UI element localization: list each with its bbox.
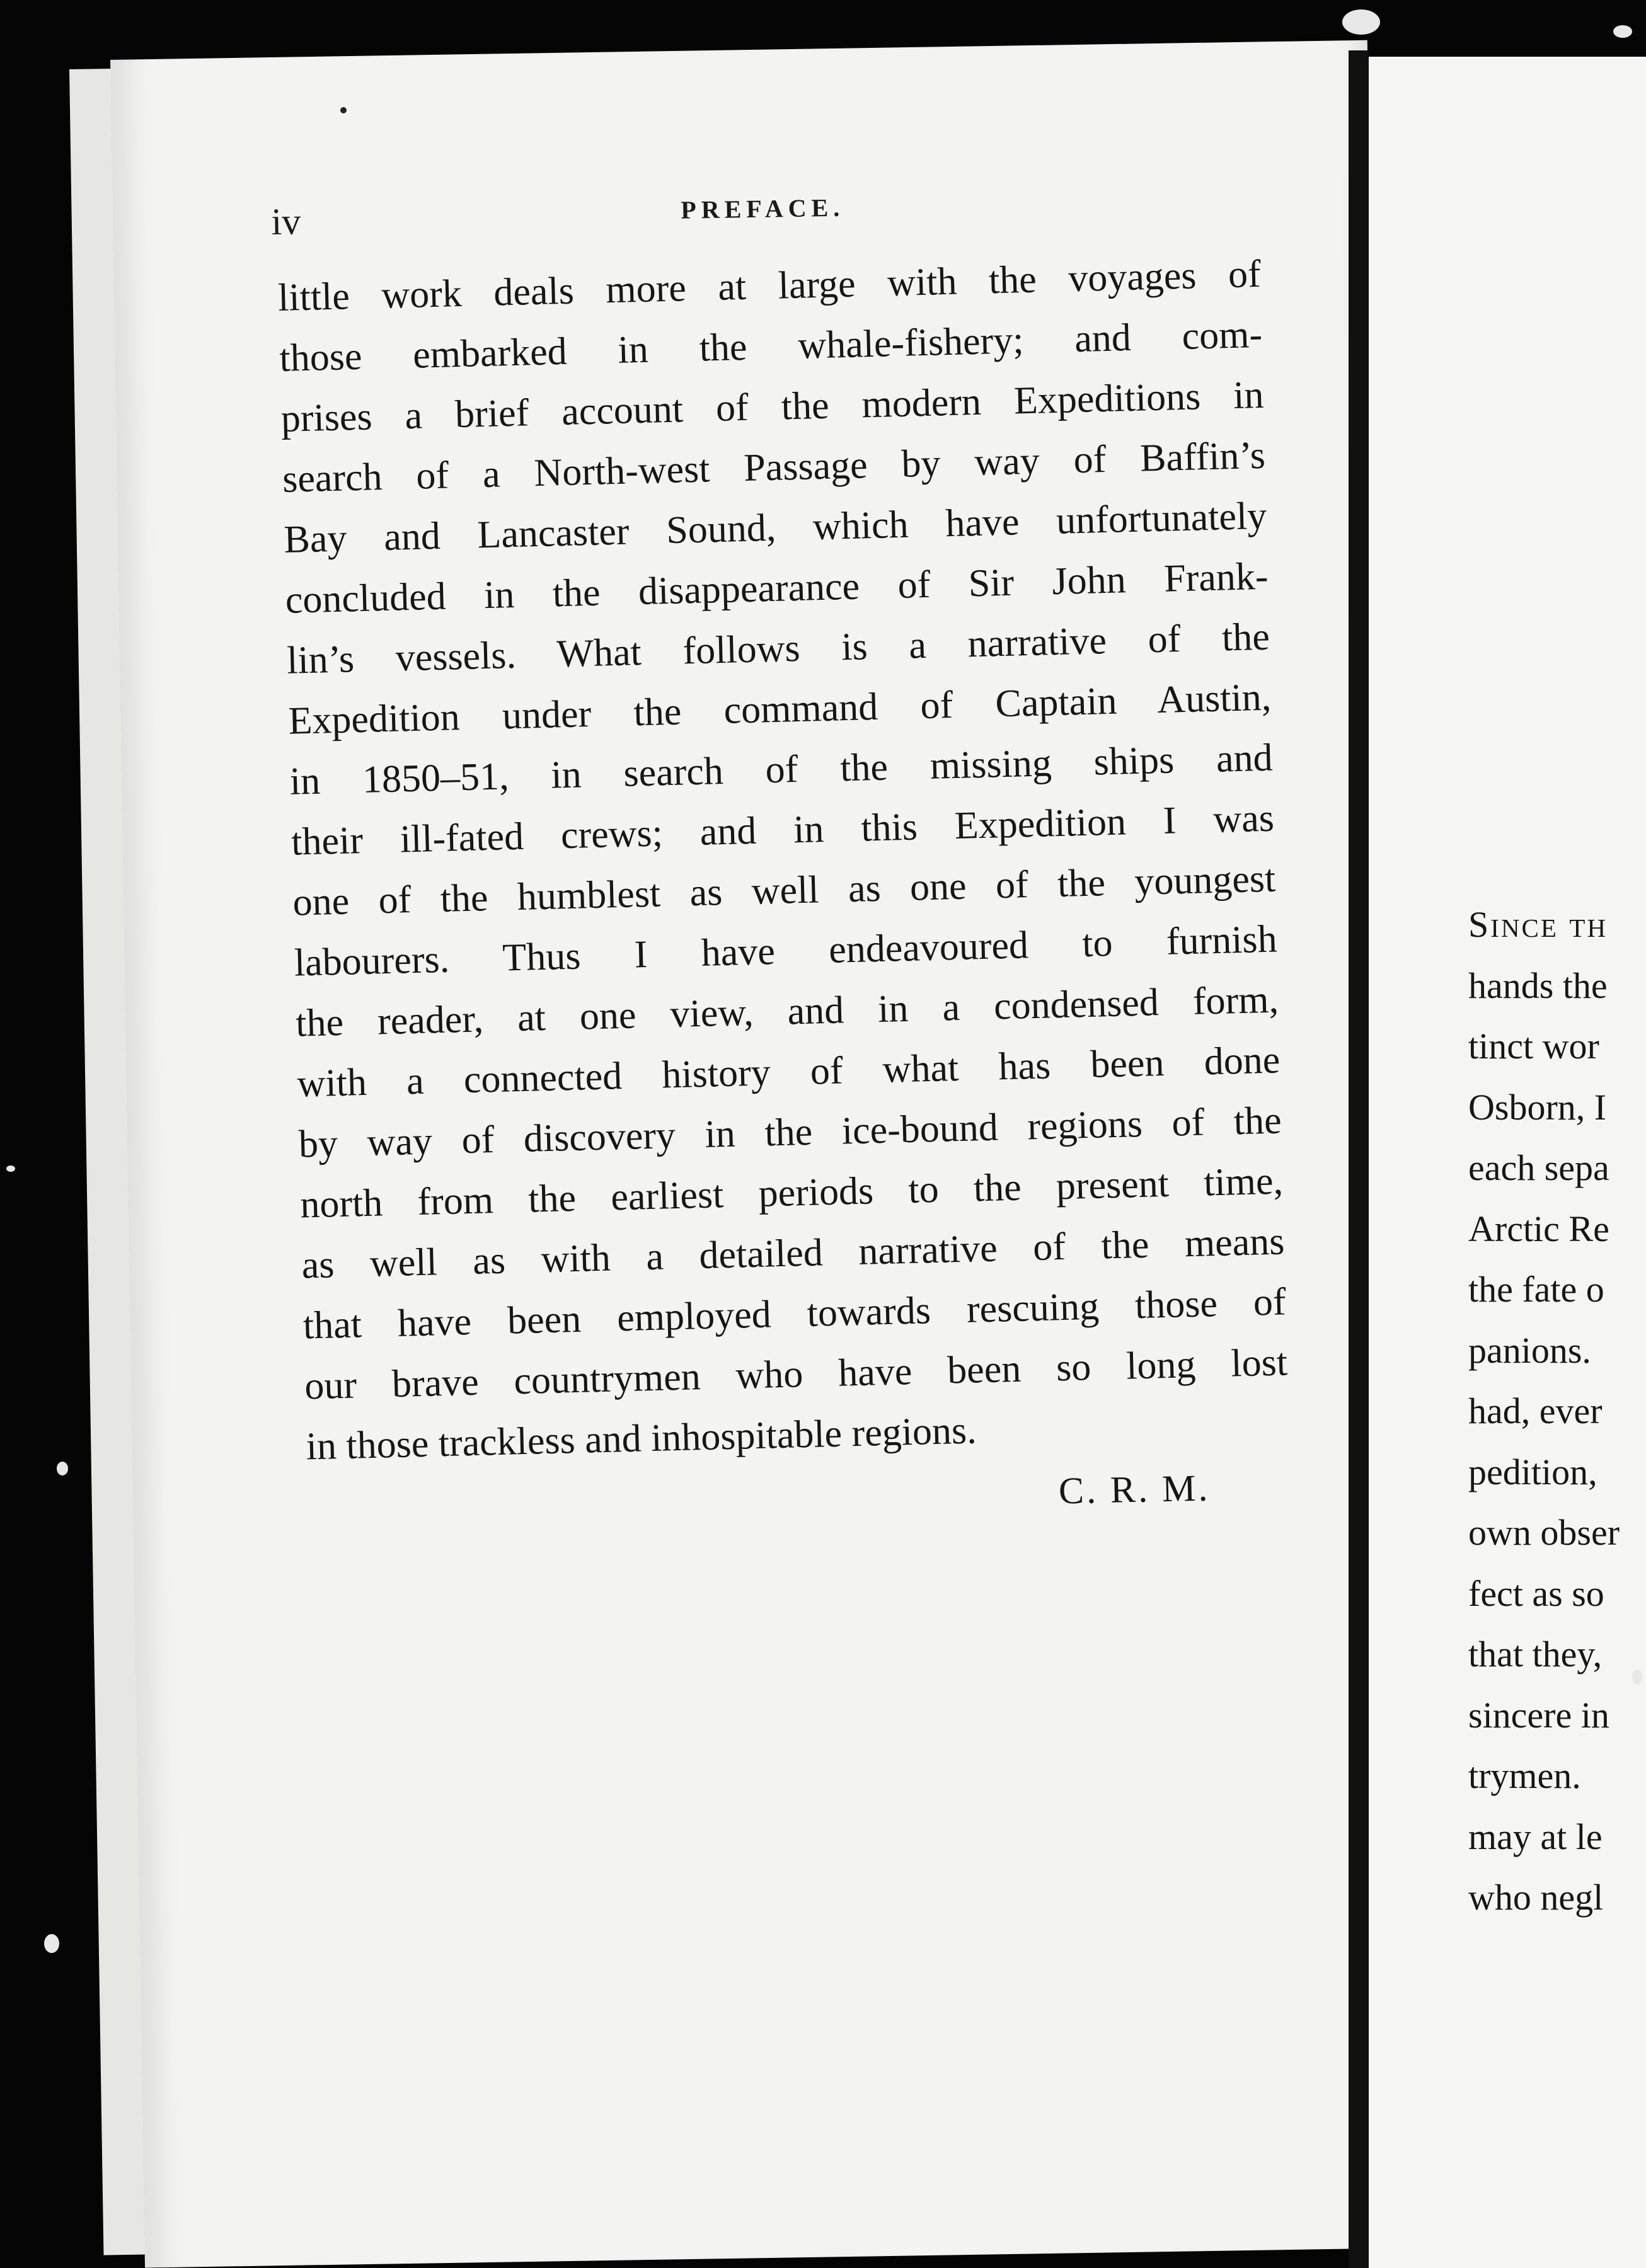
dust-speck [6, 1166, 15, 1172]
preface-body [277, 244, 1289, 1477]
text-line: that have been employed towards rescuing those of [302, 1280, 1287, 1348]
text-line: by way of discovery in the ice-bound regions of the [298, 1099, 1282, 1166]
text-line: lin’s vessels. What follows is a narrative of the [286, 615, 1270, 682]
dust-speck [1613, 25, 1632, 38]
right-text-line: sincere in [1468, 1694, 1609, 1736]
right-text-line: had, ever [1468, 1390, 1603, 1431]
right-text-line: who negl [1468, 1877, 1604, 1918]
text-line: their ill-fated crews; and in this Expedition I was [291, 796, 1275, 864]
text-line: those embarked in the whale-fishery; and com- [279, 312, 1263, 380]
text-line: little work deals more at large with the voyages of [277, 252, 1262, 319]
author-initials: C. R. M. [1058, 1467, 1211, 1512]
right-text-line: each sepa [1468, 1147, 1609, 1188]
right-text-line: hands the [1468, 965, 1608, 1006]
text-line: in 1850–51, in search of the missing ships and [289, 736, 1274, 803]
text-line-last: in those trackless and inhospitable regions. [305, 1409, 977, 1469]
text-line: north from the earliest periods to the present time, [299, 1159, 1284, 1227]
right-text-line: tinct wor [1468, 1026, 1599, 1067]
dust-speck [1632, 1670, 1642, 1685]
dust-speck [44, 1934, 59, 1953]
text-line: our brave countrymen who have been so long lost [304, 1341, 1288, 1408]
text-line: with a connected history of what has been done [296, 1038, 1281, 1106]
dust-speck [340, 107, 347, 113]
right-text-line: Arctic Re [1468, 1208, 1609, 1249]
right-page-text [1468, 895, 1646, 1928]
text-line: Expedition under the command of Captain Austin, [287, 675, 1272, 743]
text-line: prises a brief account of the modern Expeditions in [280, 373, 1265, 440]
right-text-line: Since th [1468, 904, 1608, 945]
right-text-line: panions. [1468, 1329, 1591, 1371]
running-head-title: PREFACE. [680, 193, 845, 224]
right-text-line: that they, [1468, 1634, 1603, 1675]
dust-speck [1342, 9, 1380, 35]
right-text-line: own obser [1468, 1512, 1620, 1553]
text-line: labourers. Thus I have endeavoured to furnish [294, 917, 1278, 985]
text-line: the reader, at one view, and in a condensed form, [295, 978, 1279, 1045]
text-line: Bay and Lancaster Sound, which have unfortunately [283, 494, 1267, 561]
text-line: one of the humblest as well as one of the youngest [292, 857, 1276, 924]
page-number: iv [271, 200, 301, 243]
dust-speck [57, 1462, 68, 1475]
right-text-line: the fate o [1468, 1269, 1604, 1310]
text-line: as well as with a detailed narrative of the means [301, 1220, 1286, 1287]
text-line: search of a North-west Passage by way of Baffin’s [282, 433, 1266, 501]
right-text-line: Osborn, I [1468, 1086, 1607, 1128]
book-gutter [1349, 50, 1369, 2268]
right-text-line: trymen. [1468, 1755, 1581, 1796]
right-text-line: fect as so [1468, 1572, 1604, 1614]
text-line: concluded in the disappearance of Sir John Frank- [285, 554, 1269, 622]
right-text-line: pedition, [1468, 1451, 1597, 1492]
right-text-line: may at le [1468, 1816, 1603, 1857]
